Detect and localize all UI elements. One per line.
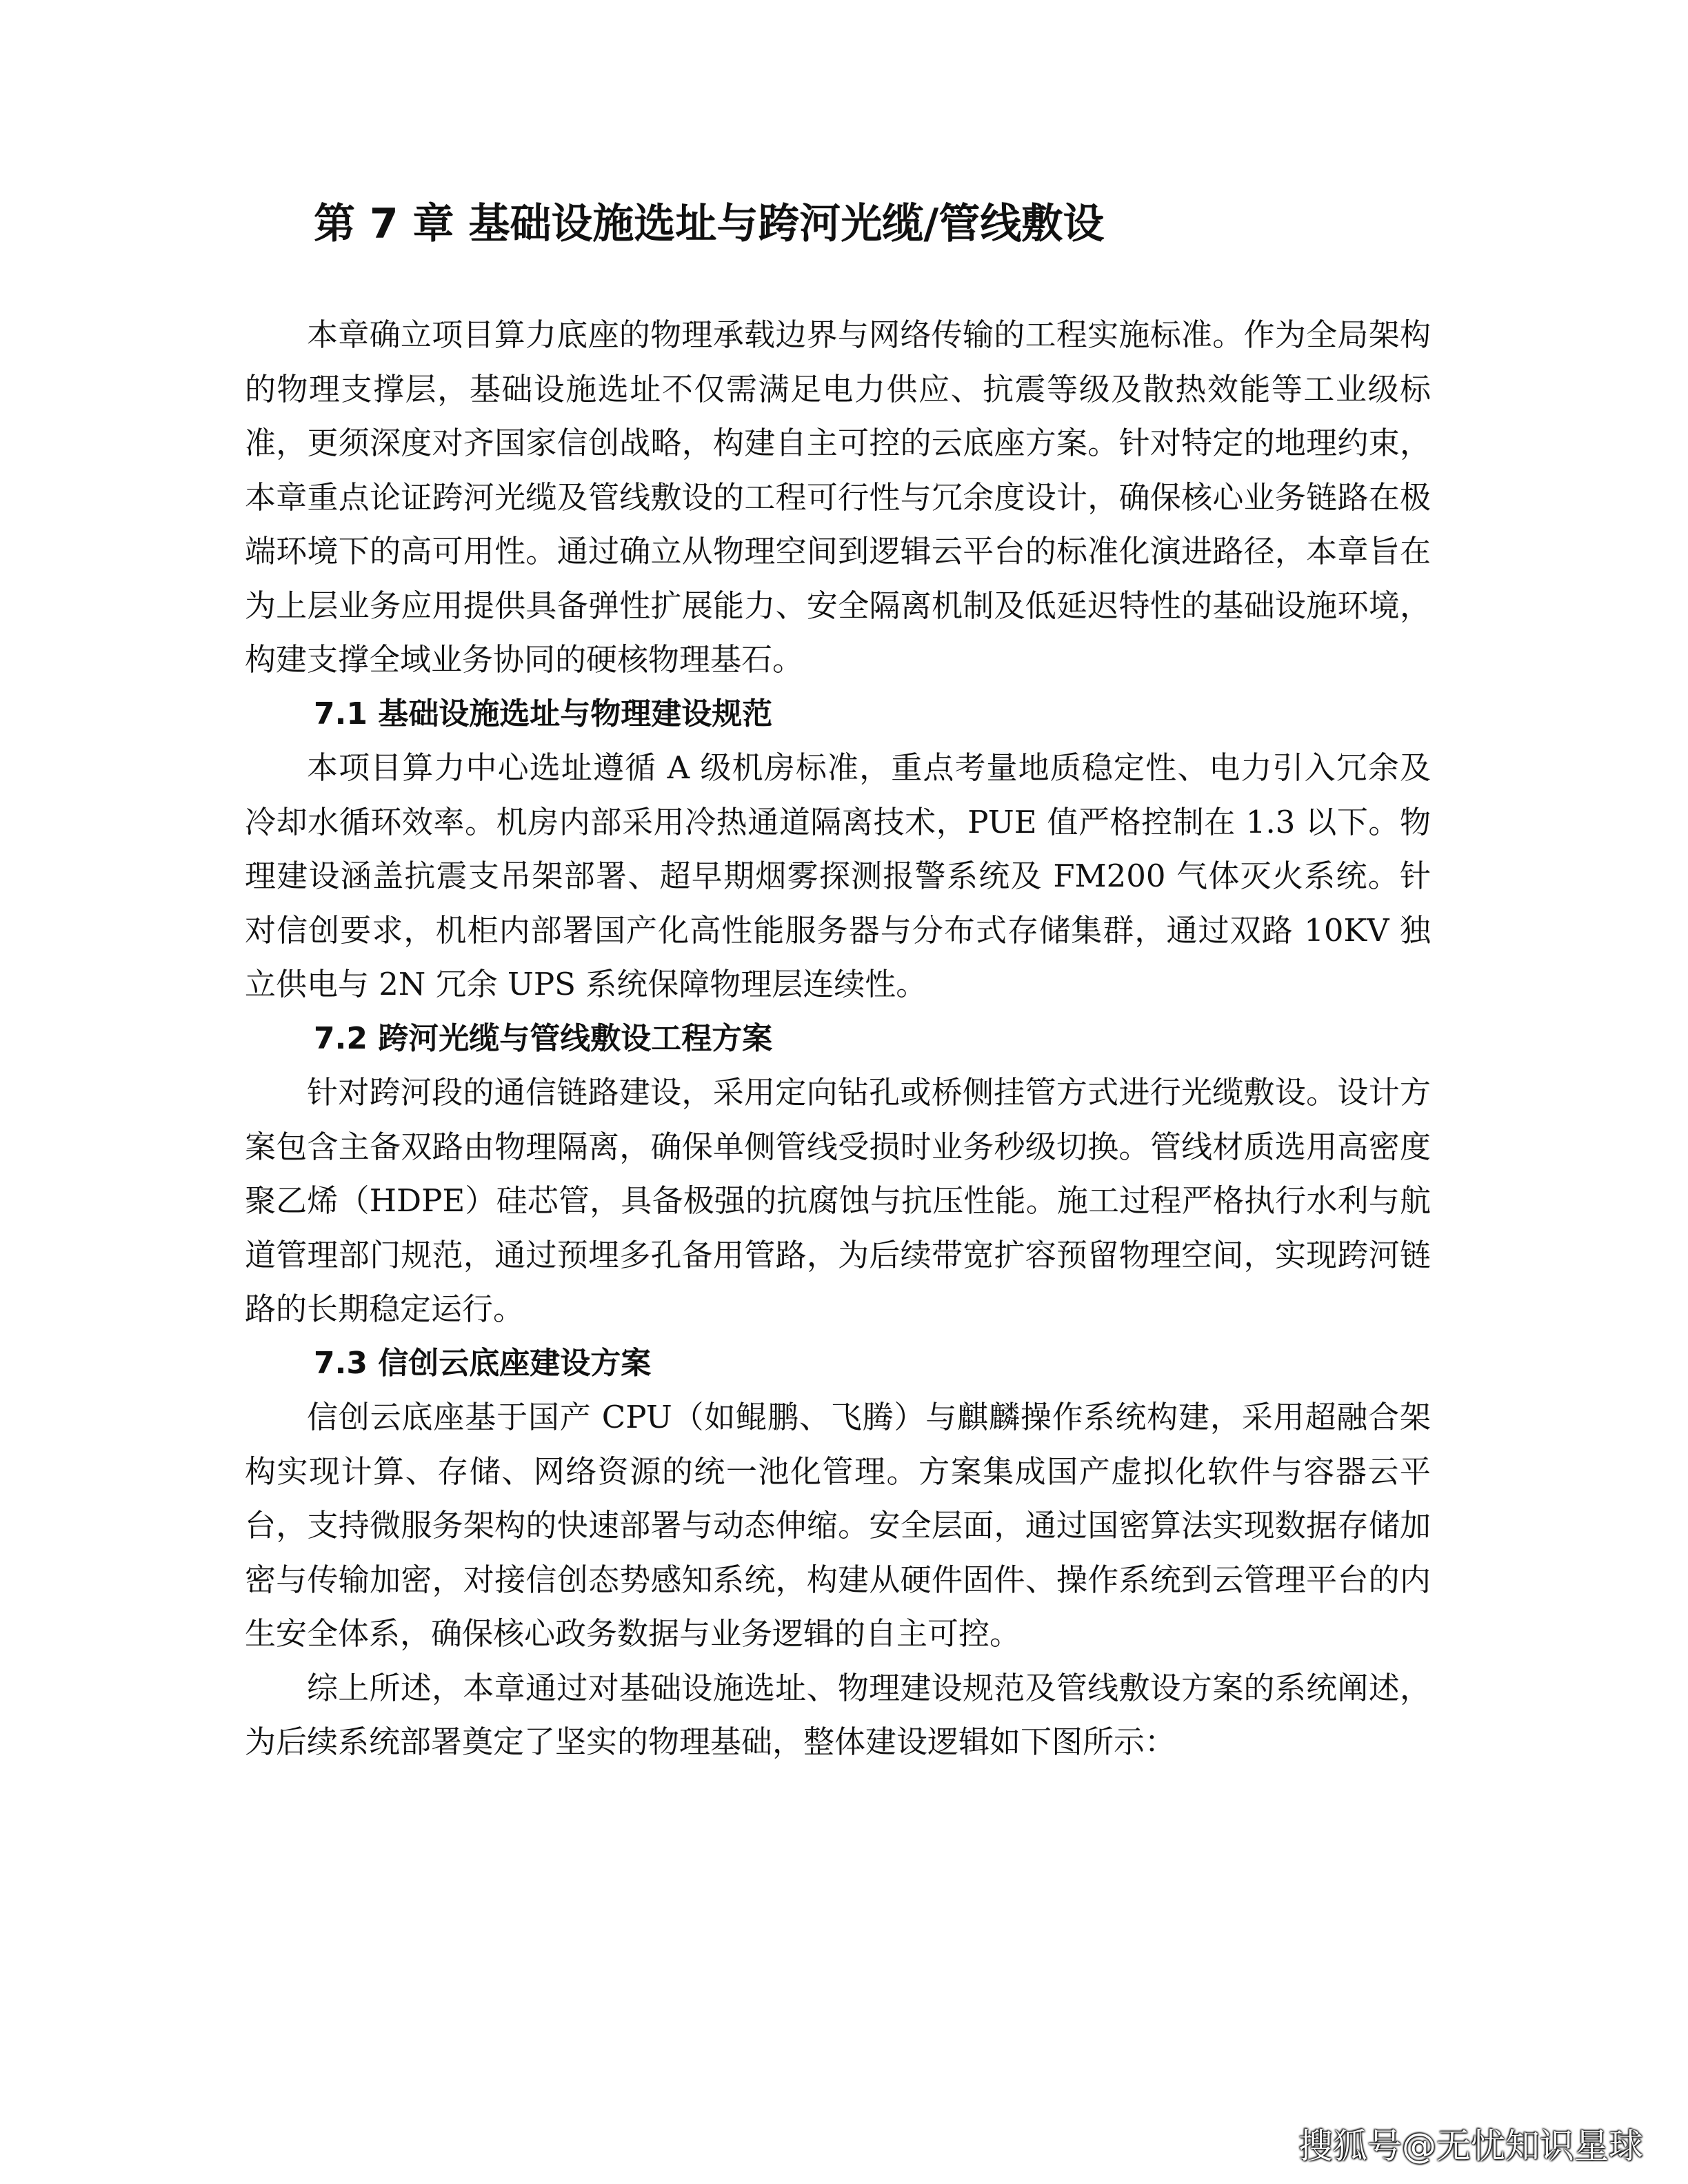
watermark-text: 搜狐号@无忧知识星球 (1298, 2126, 1643, 2166)
conclusion-paragraph: 综上所述，本章通过对基础设施选址、物理建设规范及管线敷设方案的系统阐述，为后续系统部署奠定了坚实的物理基础，整体建设逻辑如下图所示： (245, 1669, 1431, 1760)
document-body (245, 308, 1431, 1770)
section-paragraph-7-2: 针对跨河段的通信链路建设，采用定向钻孔或桥侧挂管方式进行光缆敷设。设计方案包含主备双路由物理隔离，确保单侧管线受损时业务秒级切换。管线材质选用高密度聚乙烯（HDPE）硅芯管，具备极强的抗腐蚀与抗压性能。施工过程严格执行水利与航道管理部门规范，通过预埋多孔备用管路，为后续带宽扩容预留物理空间，实现跨河链路的长期稳定运行。 (245, 1074, 1431, 1327)
section-paragraph-7-3: 信创云底座基于国产 CPU（如鲲鹏、飞腾）与麒麟操作系统构建，采用超融合架构实现计算、存储、网络资源的统一池化管理。方案集成国产虚拟化软件与容器云平台，支持微服务架构的快速部署与动态伸缩。安全层面，通过国密算法实现数据存储加密与传输加密，对接信创态势感知系统，构建从硬件固件、操作系统到云管理平台的内生安全体系，确保核心政务数据与业务逻辑的自主可控。 (245, 1399, 1431, 1652)
section-paragraph-7-1: 本项目算力中心选址遵循 A 级机房标准，重点考量地质稳定性、电力引入冗余及冷却水循环效率。机房内部采用冷热通道隔离技术，PUE 值严格控制在 1.3 以下。物理建设涵盖抗震支吊架部署、超早期烟雾探测报警系统及 FM200 气体灭火系统。针对信创要求，机柜内部署国产化高性能服务器与分布式存储集群，通过双路 10KV 独立供电与 2N 冗余 UPS 系统保障物理层连续性。 (245, 749, 1431, 1002)
chapter-title: 第 7 章 基础设施选址与跨河光缆/管线敷设 (314, 200, 1105, 248)
section-heading-7-1: 7.1 基础设施选址与物理建设规范 (314, 696, 773, 731)
section-heading-7-3: 7.3 信创云底座建设方案 (314, 1345, 652, 1381)
section-heading-7-2: 7.2 跨河光缆与管线敷设工程方案 (314, 1020, 773, 1056)
intro-paragraph: 本章确立项目算力底座的物理承载边界与网络传输的工程实施标准。作为全局架构的物理支撑层，基础设施选址不仅需满足电力供应、抗震等级及散热效能等工业级标准，更须深度对齐国家信创战略，构建自主可控的云底座方案。针对特定的地理约束，本章重点论证跨河光缆及管线敷设的工程可行性与冗余度设计，确保核心业务链路在极端环境下的高可用性。通过确立从物理空间到逻辑云平台的标准化演进路径，本章旨在为上层业务应用提供具备弹性扩展能力、安全隔离机制及低延迟特性的基础设施环境，构建支撑全域业务协同的硬核物理基石。 (245, 316, 1431, 678)
